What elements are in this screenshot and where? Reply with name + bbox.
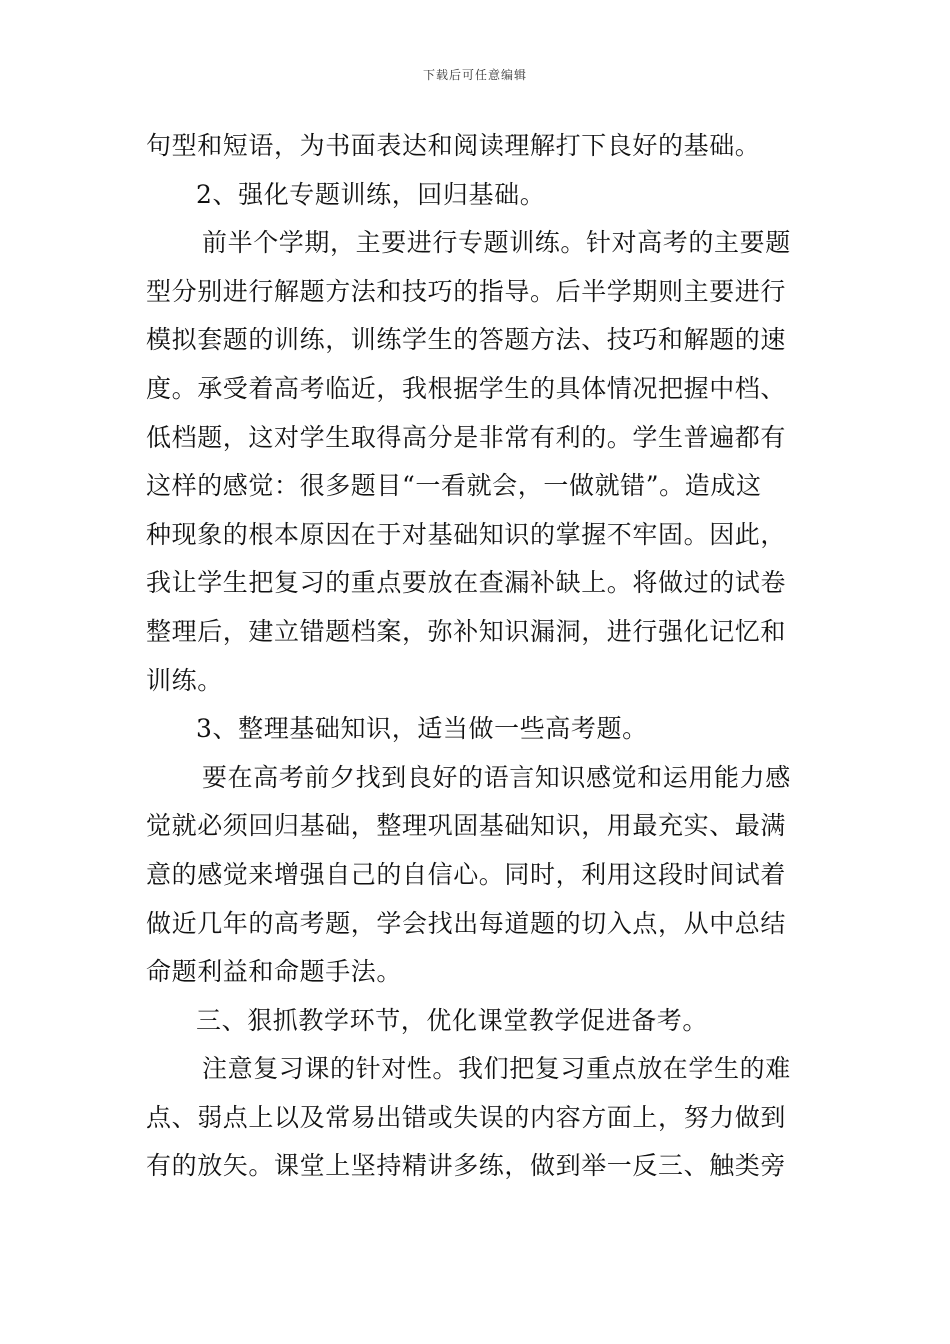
text-line: 模拟套题的训练，训练学生的答题方法、技巧和解题的速 [146, 325, 787, 355]
text-line: 型分别进行解题方法和技巧的指导。后半学期则主要进行 [146, 276, 787, 306]
text-line: 种现象的根本原因在于对基础知识的掌握不牢固。因此， [146, 519, 787, 549]
text-line: 意的感觉来增强自己的自信心。同时，利用这段时间试着 [146, 859, 787, 889]
section-heading: 三、狠抓教学环节，优化课堂教学促进备考。 [196, 1005, 709, 1035]
text-line: 这样的感觉：很多题目“一看就会，一做就错”。造成这 [146, 471, 762, 501]
document-body [146, 122, 806, 1191]
section-heading: 3、整理基础知识，适当做一些高考题。 [196, 714, 648, 744]
text-line: 觉就必须回归基础，整理巩固基础知识，用最充实、最满 [146, 811, 787, 841]
text-line: 做近几年的高考题，学会找出每道题的切入点，从中总结 [146, 908, 787, 938]
text-line: 低档题，这对学生取得高分是非常有利的。学生普遍都有 [146, 422, 787, 452]
text-line: 有的放矢。课堂上坚持精讲多练，做到举一反三、触类旁 [146, 1151, 787, 1181]
header-note: 下载后可任意编辑 [422, 68, 527, 82]
text-line: 点、弱点上以及常易出错或失误的内容方面上，努力做到 [146, 1102, 787, 1132]
text-line: 要在高考前夕找到良好的语言知识感觉和运用能力感 [202, 762, 791, 792]
section-heading: 2、强化专题训练，回归基础。 [196, 179, 546, 209]
text-line: 训练。 [146, 665, 223, 695]
text-line: 度。承受着高考临近，我根据学生的具体情况把握中档、 [146, 373, 787, 403]
text-line: 前半个学期，主要进行专题训练。针对高考的主要题 [202, 228, 791, 258]
text-line: 命题利益和命题手法。 [146, 957, 403, 987]
text-line: 整理后，建立错题档案，弥补知识漏洞，进行强化记忆和 [146, 616, 787, 646]
text-line: 句型和短语，为书面表达和阅读理解打下良好的基础。 [146, 131, 761, 160]
text-line: 注意复习课的针对性。我们把复习重点放在学生的难 [202, 1054, 791, 1084]
text-line: 我让学生把复习的重点要放在查漏补缺上。将做过的试卷 [146, 568, 787, 598]
